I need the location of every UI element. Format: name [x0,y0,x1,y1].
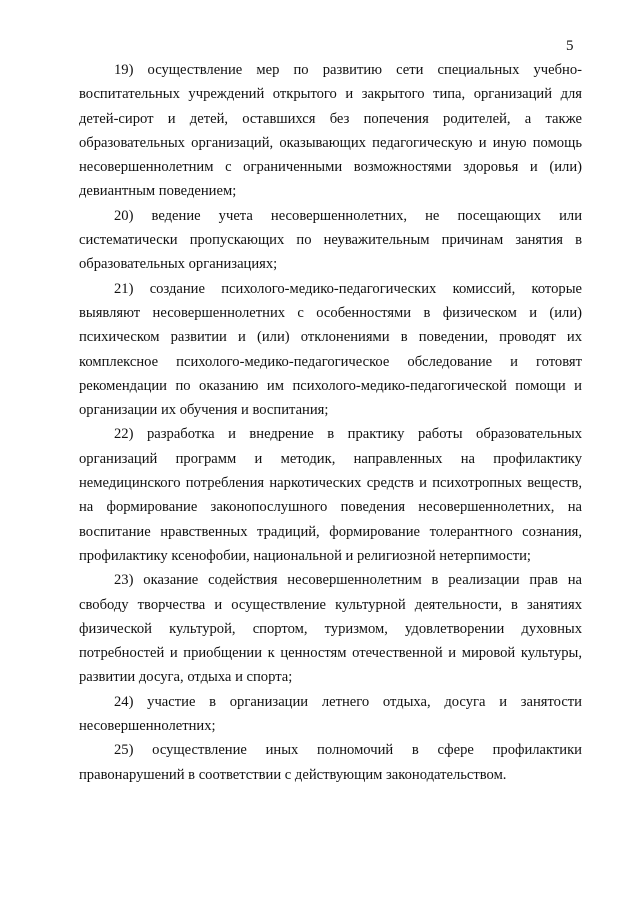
document-body [79,58,582,787]
paragraph-item-19: 19) осуществление мер по развитию сети специальных учебно-воспитательных учреждений открытого и закрытого типа, организаций для детей-сирот и детей, оставшихся без попечения родителей, а также образовательных организаций, оказывающих педагогическую и иную помощь несовершеннолетним с ограниченными возможностями здоровья и (или) девиантным поведением; [79,62,582,200]
paragraph-item-21: 21) создание психолого-медико-педагогических комиссий, которые выявляют несовершеннолетних с особенностями в физическом и (или) психическом развитии и (или) отклонениями в поведении, проводят их комплексное психолого-медико-педагогическое обследование и готовят рекомендации по оказанию им психолого-медико-педагогической помощи и организации их обучения и воспитания; [79,280,582,419]
paragraph-item-22: 22) разработка и внедрение в практику работы образовательных организаций программ и методик, направленных на профилактику немедицинского потребления наркотических средств и психотропных веществ, на формирование законопослушного поведения несовершеннолетних, на воспитание нравственных традиций, формирование толерантного сознания, профилактику ксенофобии, национальной и религиозной нетерпимости; [79,426,582,564]
paragraph-item-24: 24) участие в организации летнего отдыха, досуга и занятости несовершеннолетних; [79,693,582,735]
paragraph-item-23: 23) оказание содействия несовершеннолетним в реализации прав на свободу творчества и осуществление культурной деятельности, в занятиях физической культурой, спортом, туризмом, удовлетворении духовных потребностей и приобщении к ценностям отечественной и мировой культуры, развитии досуга, отдыха и спорта; [79,572,582,686]
paragraph-item-20: 20) ведение учета несовершеннолетних, не посещающих или систематически пропускающих по неуважительным причинам занятия в образовательных организациях; [79,207,582,273]
paragraph-item-25: 25) осуществление иных полномочий в сфере профилактики правонарушений в соответствии с действующим законодательством. [79,742,582,783]
page-number: 5 [566,38,574,54]
